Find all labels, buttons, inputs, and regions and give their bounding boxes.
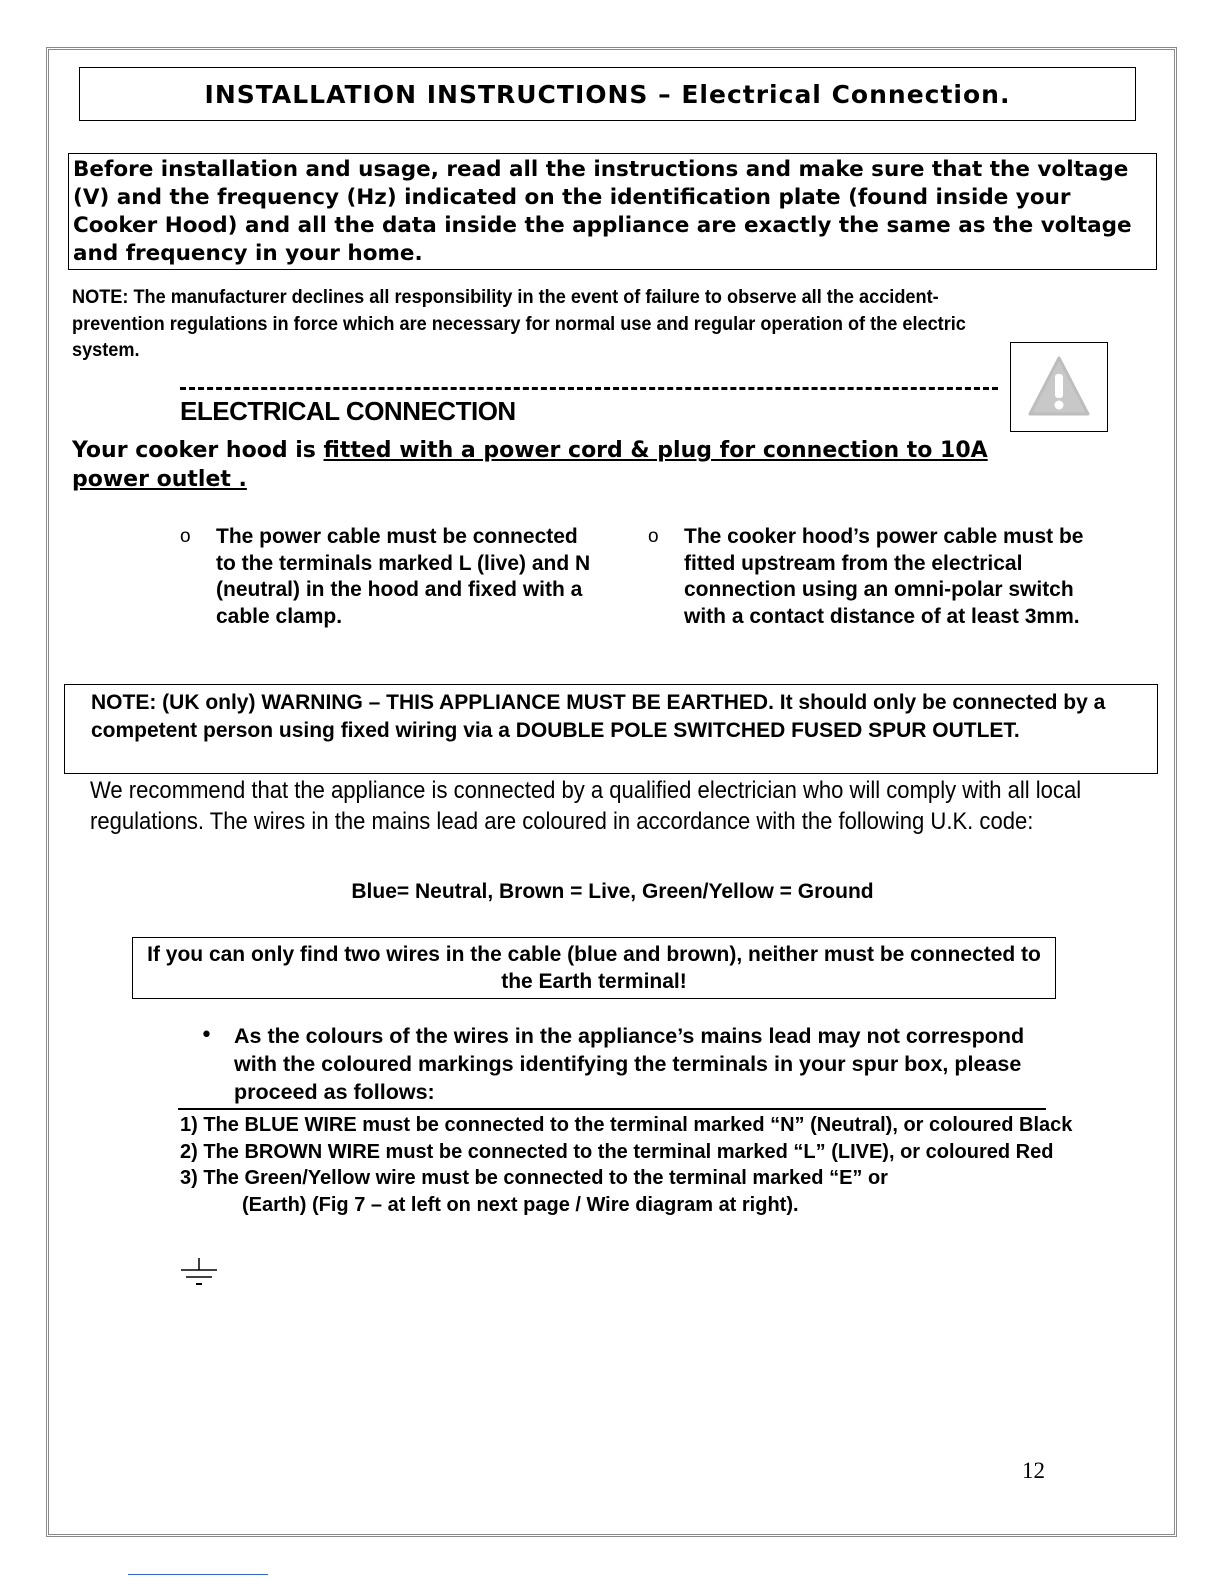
- wire-colours-instruction: As the colours of the wires in the appliance’s mains lead may not correspond with the coloured markings identifying the terminals in your spur box, please proceed as follows:: [234, 1024, 1025, 1104]
- warning-triangle-icon: [1026, 354, 1092, 420]
- heading-rule: [180, 387, 998, 390]
- omnipolar-switch-instruction: The cooker hood’s power cable must be fitted upstream from the electrical connection using an omni-polar switch with a contact distance of at least 3mm.: [684, 525, 1084, 628]
- earth-ground-icon: [180, 1256, 220, 1296]
- wiring-steps: [180, 1112, 1100, 1218]
- two-wires-warning-box: If you can only find two wires in the cable (blue and brown), neither must be connected to the Earth terminal!: [132, 937, 1056, 999]
- page-title-text: INSTALLATION INSTRUCTIONS – Electrical Connection.: [204, 79, 1011, 109]
- power-cord-prefix: Your cooker hood is: [72, 438, 324, 463]
- wire-color-code: Blue= Neutral, Brown = Live, Green/Yellow = Ground: [351, 880, 874, 903]
- uk-warning-box: NOTE: (UK only) WARNING – THIS APPLIANCE MUST BE EARTHED. It should only be connected by a competent person using fixed wiring via a DOUBLE POLE SWITCHED FUSED SPUR OUTLET.: [64, 684, 1158, 774]
- warning-box: [1010, 342, 1108, 432]
- power-cord-underlined: fitted with a power cord & plug for connection to 10A power outlet .: [72, 438, 988, 492]
- electrical-connection-heading: ELECTRICAL CONNECTION: [180, 396, 516, 426]
- wiring-step: 3) The Green/Yellow wire must be connected to the terminal marked “E” or: [180, 1167, 888, 1189]
- responsibility-note: NOTE: The manufacturer declines all responsibility in the event of failure to observe all the accident-prevention regulations in force which are necessary for normal use and regular operation of the electric system.: [72, 286, 966, 361]
- list-bullet: o: [180, 526, 191, 547]
- recommend-paragraph: We recommend that the appliance is connected by a qualified electrician who will comply with all local regulations. The wires in the mains lead are coloured in accordance with the following U.K. code:: [90, 777, 1082, 835]
- list-bullet: •: [200, 1023, 213, 1048]
- page-title: [79, 67, 1136, 121]
- wiring-step-3-tail: (Earth) (Fig 7 – at left on next page / Wire diagram at right).: [242, 1193, 799, 1216]
- wiring-step-tail: [180, 1192, 1100, 1219]
- footer-link-line: [128, 1574, 268, 1575]
- intro-box: Before installation and usage, read all the instructions and make sure that the voltage (V) and the frequency (Hz) indicated on the identification plate (found inside your Cooker Hood) and all the data inside the appliance are exactly the same as the voltage and frequency in your home.: [68, 153, 1157, 270]
- wiring-step: 1) The BLUE WIRE must be connected to the terminal marked “N” (Neutral), or coloured Black: [180, 1114, 1073, 1136]
- page-number: 12: [1022, 1458, 1045, 1483]
- power-cable-instruction: The power cable must be connected to the terminals marked L (live) and N (neutral) in the hood and fixed with a cable clamp.: [216, 525, 591, 628]
- power-cord-statement: [72, 436, 1032, 494]
- wiring-step: 2) The BROWN WIRE must be connected to the terminal marked “L” (LIVE), or coloured Red: [180, 1140, 1054, 1163]
- steps-rule: [178, 1108, 1046, 1110]
- list-bullet: o: [648, 526, 659, 547]
